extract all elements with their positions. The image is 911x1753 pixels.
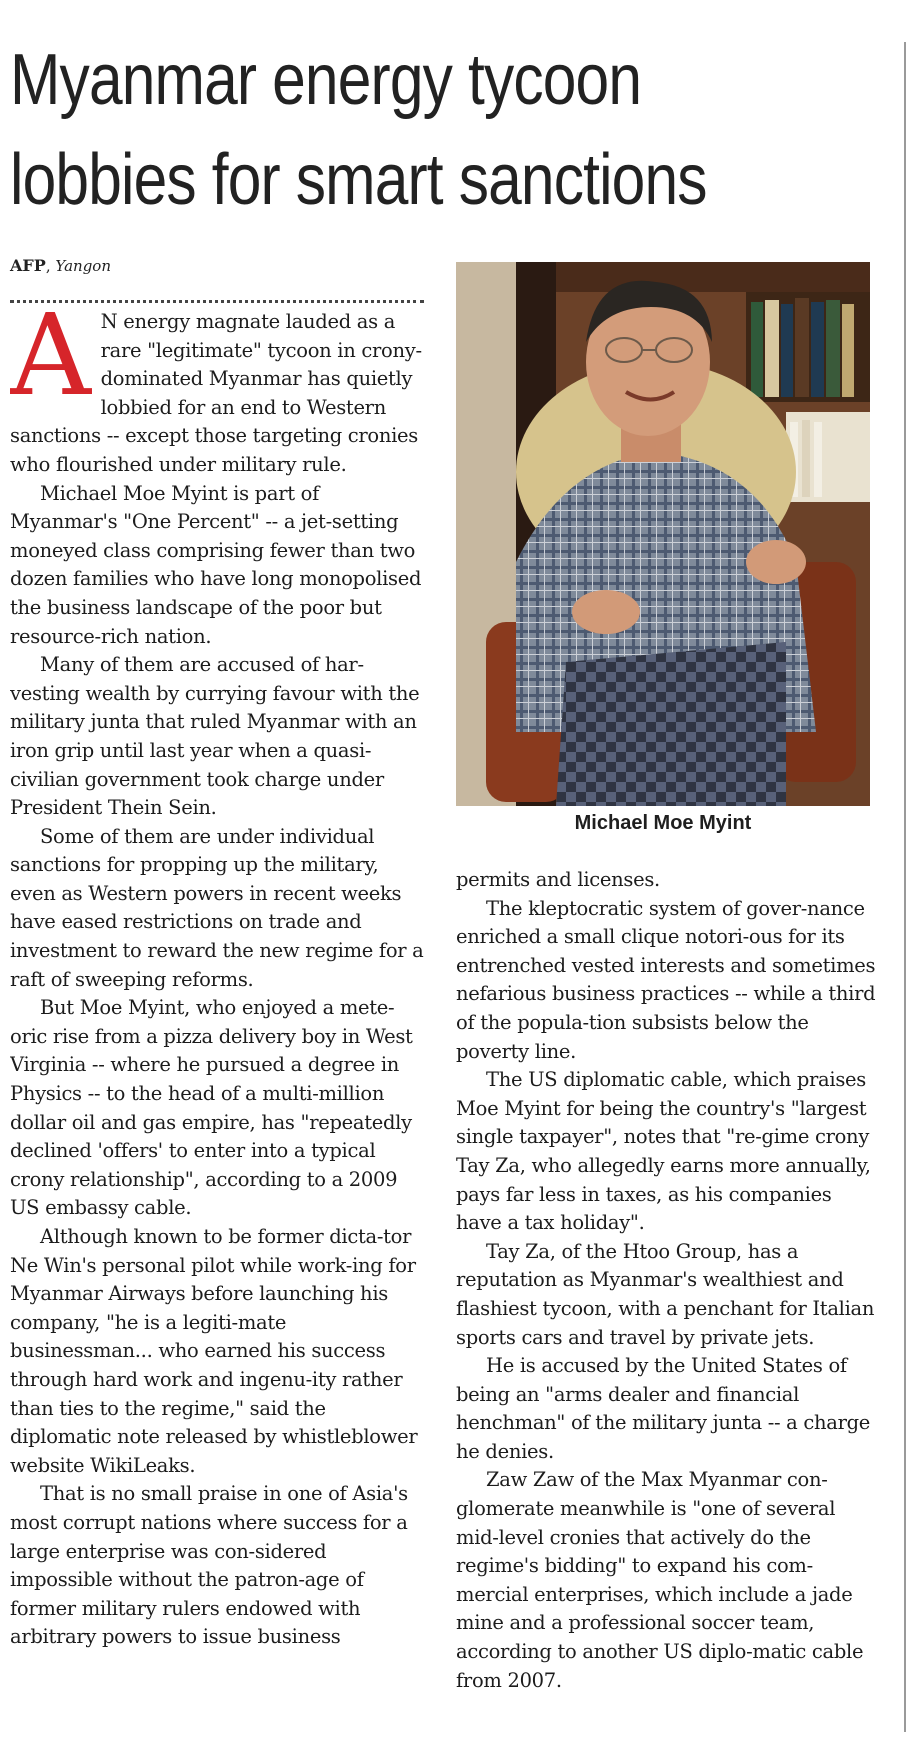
article-paragraph: Many of them are accused of har-vesting wealth by currying favour with the military junta that ruled Myanmar with an iron grip until last year when a quasi-civilian government took charge under President Thein Sein. xyxy=(10,653,420,820)
article-paragraph xyxy=(10,308,428,480)
article-column-left xyxy=(10,308,428,1748)
portrait-illustration xyxy=(456,262,870,806)
byline-divider xyxy=(10,300,424,303)
paragraph-text: N energy magnate lauded as a rare "legitimate" tycoon in crony-dominated Myanmar has quietly lobbied for an end to Western sanctions -- except those targeting cronies who flourished under military rule. xyxy=(10,310,422,476)
article-paragraph: Some of them are under individual sanctions for propping up the military, even as Western powers in recent weeks have eased restrictions on trade and investment to reward the new regime for a raft of sweeping reforms. xyxy=(10,824,424,991)
article-paragraph: Tay Za, of the Htoo Group, has a reputation as Myanmar's wealthiest and flashiest tycoon, with a penchant for Italian sports cars and travel by private jets. xyxy=(456,1239,875,1349)
article-paragraph: He is accused by the United States of being an "arms dealer and financial henchman" of the military junta -- a charge he denies. xyxy=(456,1354,871,1463)
byline-place: Yangon xyxy=(55,257,111,275)
byline-agency: AFP xyxy=(10,256,46,275)
column-rule xyxy=(904,42,906,1732)
article-paragraph: Although known to be former dicta-tor Ne Win's personal pilot while work-ing for Myanmar Airways before launching his company, "he is a legiti-mate businessman... who earned his success through hard work and ingenu-ity rather than ties to the regime," said the diplomatic note released by whistleblower website WikiLeaks. xyxy=(10,1225,418,1477)
byline xyxy=(10,256,111,275)
byline-separator: , xyxy=(45,257,56,275)
article-column-right xyxy=(456,866,876,1746)
drop-cap: A xyxy=(10,308,91,421)
headline-line-1: Myanmar energy tycoon xyxy=(10,40,642,120)
article-paragraph: The kleptocratic system of gover-nance enriched a small clique notori-ous for its entrenched vested interests and sometimes nefarious business practices -- while a third of the popula-tion subsists below the poverty line. xyxy=(456,896,876,1063)
headline xyxy=(10,30,749,230)
photo-caption: Michael Moe Myint xyxy=(574,812,752,834)
article-paragraph: But Moe Myint, who enjoyed a mete-oric rise from a pizza delivery boy in West Virginia -- where he pursued a degree in Physics -- to the head of a multi-million dollar oil and gas empire, has "repeatedly declined 'offers' to enter into a typical crony relationship", according to a 2009 US embassy cable. xyxy=(10,996,413,1220)
article-paragraph: permits and licenses. xyxy=(456,868,660,891)
article-paragraph: Zaw Zaw of the Max Myanmar con-glomerate meanwhile is "one of several mid-level cronies that actively do the regime's bidding" to expand his com-mercial enterprises, which include a jade mine and a professional soccer team, according to another US diplo-matic cable from 2007. xyxy=(456,1468,864,1692)
portrait-photo xyxy=(456,262,870,806)
article-paragraph: Michael Moe Myint is part of Myanmar's "One Percent" -- a jet-setting moneyed class comprising fewer than two dozen families who have long monopolised the business landscape of the poor but resource-rich nation. xyxy=(10,481,422,648)
article-paragraph: The US diplomatic cable, which praises Moe Myint for being the country's "largest single taxpayer", notes that "re-gime crony Tay Za, who allegedly earns more annually, pays far less in taxes, as his companies have a tax holiday". xyxy=(456,1068,871,1235)
headline-line-2: lobbies for smart sanctions xyxy=(10,140,707,220)
article-paragraph: That is no small praise in one of Asia's most corrupt nations where success for a large enterprise was con-sidered impossible without the patron-age of former military rulers endowed with arbitrary powers to issue business xyxy=(10,1482,408,1649)
